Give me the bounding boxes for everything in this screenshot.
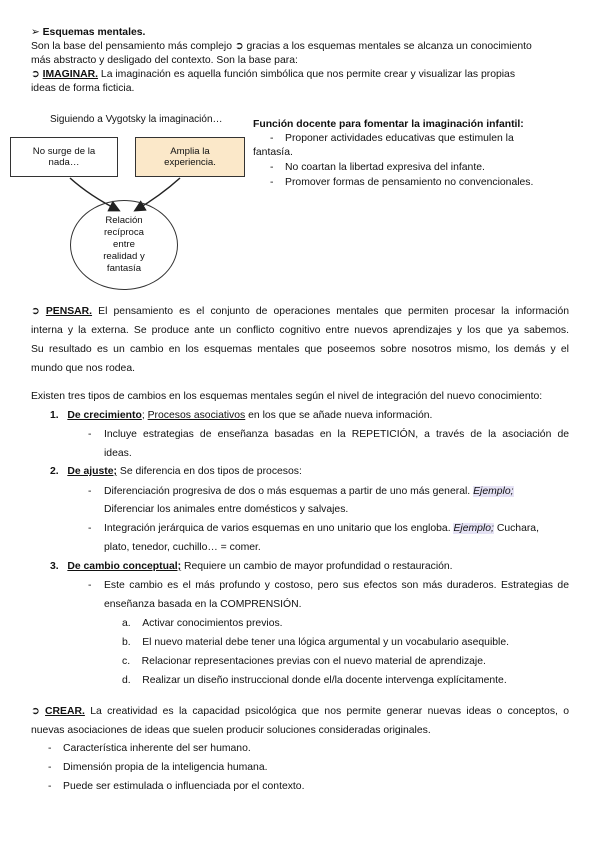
funcion-item-1-cont: fantasía. xyxy=(253,147,293,158)
sub-item-d: d. Realizar un diseño instruccional donde el/la docente intervenga explícitamente. xyxy=(122,675,507,686)
tipo-2-heading: 2. De ajuste; Se diferencia en dos tipos de procesos: xyxy=(50,466,302,477)
tipo-3-heading: 3. De cambio conceptual; Requiere un cambio de mayor profundidad o restauración. xyxy=(50,561,453,572)
tipo-3-desc: Este cambio es el más profundo y costoso, pero sus efectos son más duraderos. Estrategias de xyxy=(104,580,569,591)
intro-line-1: Son la base del pensamiento más complejo ➲ gracias a los esquemas mentales se alcanza un conocimiento xyxy=(31,41,532,52)
imaginar-line-1: ➲ IMAGINAR. La imaginación es aquella función simbólica que nos permite crear y visualizar las propias xyxy=(31,69,516,80)
funcion-item-1: - Proponer actividades educativas que estimulen la xyxy=(270,133,514,144)
crear-item-1: - Característica inherente del ser humano. xyxy=(48,743,251,754)
dash: - xyxy=(88,486,92,497)
tipo-1-desc: Incluye estrategias de enseñanza basadas en la REPETICIÓN, a través de la asociación de xyxy=(104,429,569,440)
funcion-item-2: - No coartan la libertad expresiva del infante. xyxy=(270,162,485,173)
crear-item-3: - Puede ser estimulada o influenciada por el contexto. xyxy=(48,781,305,792)
bullet-arrow-icon: ➢ xyxy=(31,27,40,38)
arrow-icon: ➲ xyxy=(234,41,244,52)
pensar-line-1: ➲ PENSAR. El pensamiento es el conjunto de operaciones mentales que permiten procesar la información xyxy=(31,306,569,317)
tipo-1-desc-cont: ideas. xyxy=(104,448,132,459)
tipos-intro: Existen tres tipos de cambios en los esquemas mentales según el nivel de integración del nuevo conocimiento: xyxy=(31,391,543,402)
dash: - xyxy=(88,429,92,440)
pensar-label: PENSAR. xyxy=(45,306,93,317)
tipo-2-desc-1: Diferenciación progresiva de dos o más esquemas a partir de uno más general. Ejemplo; xyxy=(104,486,514,497)
arrow-icon: ➲ xyxy=(31,706,40,717)
diagram-circle: Relación recíproca entre realidad y fantasía xyxy=(70,200,178,290)
sub-item-a: a. Activar conocimientos previos. xyxy=(122,618,283,629)
pensar-line-2: interna y la externa. Se produce ante un conflicto cognitivo entre nuevos aprendizajes y los que ya sabemos. xyxy=(31,325,569,336)
sub-item-c: c. Relacionar representaciones previas con el nuevo material de aprendizaje. xyxy=(122,656,486,667)
imaginar-label: IMAGINAR. xyxy=(42,69,99,80)
tipo-2-desc-2-cont: plato, tenedor, cuchillo… = comer. xyxy=(104,542,261,553)
funcion-title: Función docente para fomentar la imaginación infantil: xyxy=(253,119,524,130)
diagram-box-right: Amplia la experiencia. xyxy=(135,137,245,177)
section-title: Esquemas mentales. xyxy=(42,27,146,38)
ejemplo-highlight: Ejemplo; xyxy=(453,523,494,534)
diagram-box-left: No surge de la nada… xyxy=(10,137,118,177)
pensar-line-4: mundo que nos rodea. xyxy=(31,363,135,374)
crear-item-2: - Dimensión propia de la inteligencia humana. xyxy=(48,762,268,773)
pensar-line-3: Su resultado es un cambio en los esquemas mentales que poseemos sobre nosotros mismo, los demás y el xyxy=(31,344,569,355)
dash: - xyxy=(88,523,92,534)
crear-label: CREAR. xyxy=(45,706,85,717)
tipo-2-desc-1-cont: Diferenciar los animales entre domésticos y salvajes. xyxy=(104,504,349,515)
ejemplo-highlight: Ejemplo; xyxy=(473,486,514,497)
funcion-item-3: - Promover formas de pensamiento no convencionales. xyxy=(270,177,534,188)
tipo-1-heading: 1. De crecimiento; Procesos asociativos en los que se añade nueva información. xyxy=(50,410,433,421)
sub-item-b: b. El nuevo material debe tener una lógica argumental y un vocabulario asequible. xyxy=(122,637,510,648)
tipo-2-desc-2: Integración jerárquica de varios esquemas en uno unitario que los engloba. Ejemplo; Cuchara, xyxy=(104,523,539,534)
tipo-3-desc-cont: enseñanza basada en la COMPRENSIÓN. xyxy=(104,599,302,610)
diagram-caption: Siguiendo a Vygotsky la imaginación… xyxy=(50,114,223,125)
arrow-icon: ➲ xyxy=(31,306,40,317)
imaginar-line-2: ideas de forma ficticia. xyxy=(31,83,135,94)
crear-line-2: nuevas asociaciones de ideas que suelen producir soluciones consideradas originales. xyxy=(31,725,431,736)
arrow-icon: ➲ xyxy=(31,69,40,80)
crear-line-1: ➲ CREAR. La creatividad es la capacidad psicológica que nos permite generar nuevas ideas o conceptos, o xyxy=(31,706,570,717)
intro-line-2: más abstracto y desligado del contexto. Son la base para: xyxy=(31,55,298,66)
dash: - xyxy=(88,580,92,591)
